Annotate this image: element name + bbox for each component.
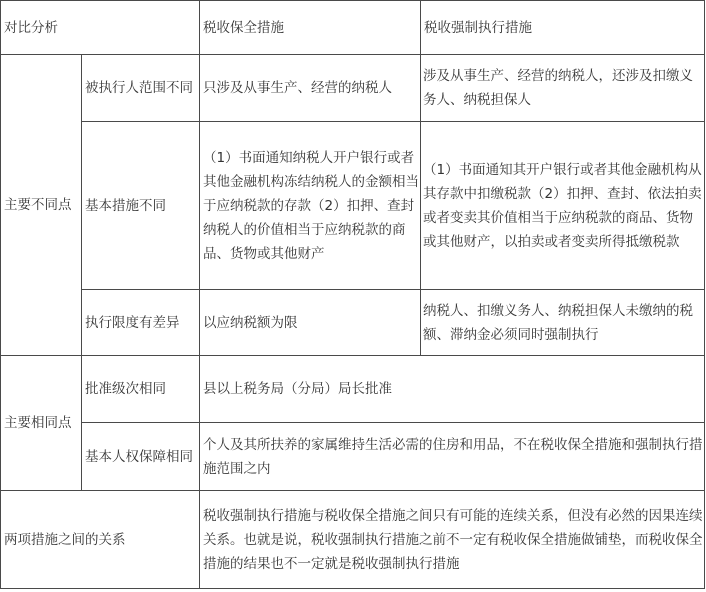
header-enforcement: 税收强制执行措施 (421, 1, 705, 55)
similarity-cell: 县以上税务局（分局）局长批准 (200, 356, 705, 423)
table-row (1, 122, 705, 290)
header-row (1, 1, 705, 55)
header-preservation: 税收保全措施 (200, 1, 421, 55)
table-row (1, 356, 705, 423)
table-row (1, 423, 705, 491)
relationship-cell: 税收强制执行措施与税收保全措施之间只有可能的连续关系，但没有必然的因果连续关系。也就是说，税收强制执行措施之前不一定有税收保全措施做铺垫，而税收保全措施的结果也不一定就是税收强制执行措施 (200, 491, 705, 589)
table-row (1, 55, 705, 122)
header-comparison: 对比分析 (1, 1, 200, 55)
relationship-label: 两项措施之间的关系 (1, 491, 200, 589)
row-label: 批准级次相同 (82, 356, 200, 423)
row-label: 基本人权保障相同 (82, 423, 200, 491)
group-differences: 主要不同点 (1, 55, 82, 356)
group-similarities: 主要相同点 (1, 356, 82, 491)
row-label: 基本措施不同 (82, 122, 200, 290)
preservation-cell: （1）书面通知纳税人开户银行或者其他金融机构冻结纳税人的金额相当于应纳税款的存款（2）扣押、查封纳税人的价值相当于应纳税款的商品、货物或其他财产 (200, 122, 421, 290)
similarity-cell: 个人及其所扶养的家属维持生活必需的住房和用品，不在税收保全措施和强制执行措施范围之内 (200, 423, 705, 491)
enforcement-cell: 涉及从事生产、经营的纳税人，还涉及扣缴义务人、纳税担保人 (421, 55, 705, 122)
enforcement-cell: （1）书面通知其开户银行或者其他金融机构从其存款中扣缴税款（2）扣押、查封、依法拍卖或者变卖其价值相当于应纳税款的商品、货物或其他财产，以拍卖或者变卖所得抵缴税款 (421, 122, 705, 290)
preservation-cell: 只涉及从事生产、经营的纳税人 (200, 55, 421, 122)
table-row (1, 290, 705, 356)
preservation-cell: 以应纳税额为限 (200, 290, 421, 356)
row-label: 被执行人范围不同 (82, 55, 200, 122)
row-label: 执行限度有差异 (82, 290, 200, 356)
table-row (1, 491, 705, 589)
enforcement-cell: 纳税人、扣缴义务人、纳税担保人未缴纳的税额、滞纳金必须同时强制执行 (421, 290, 705, 356)
